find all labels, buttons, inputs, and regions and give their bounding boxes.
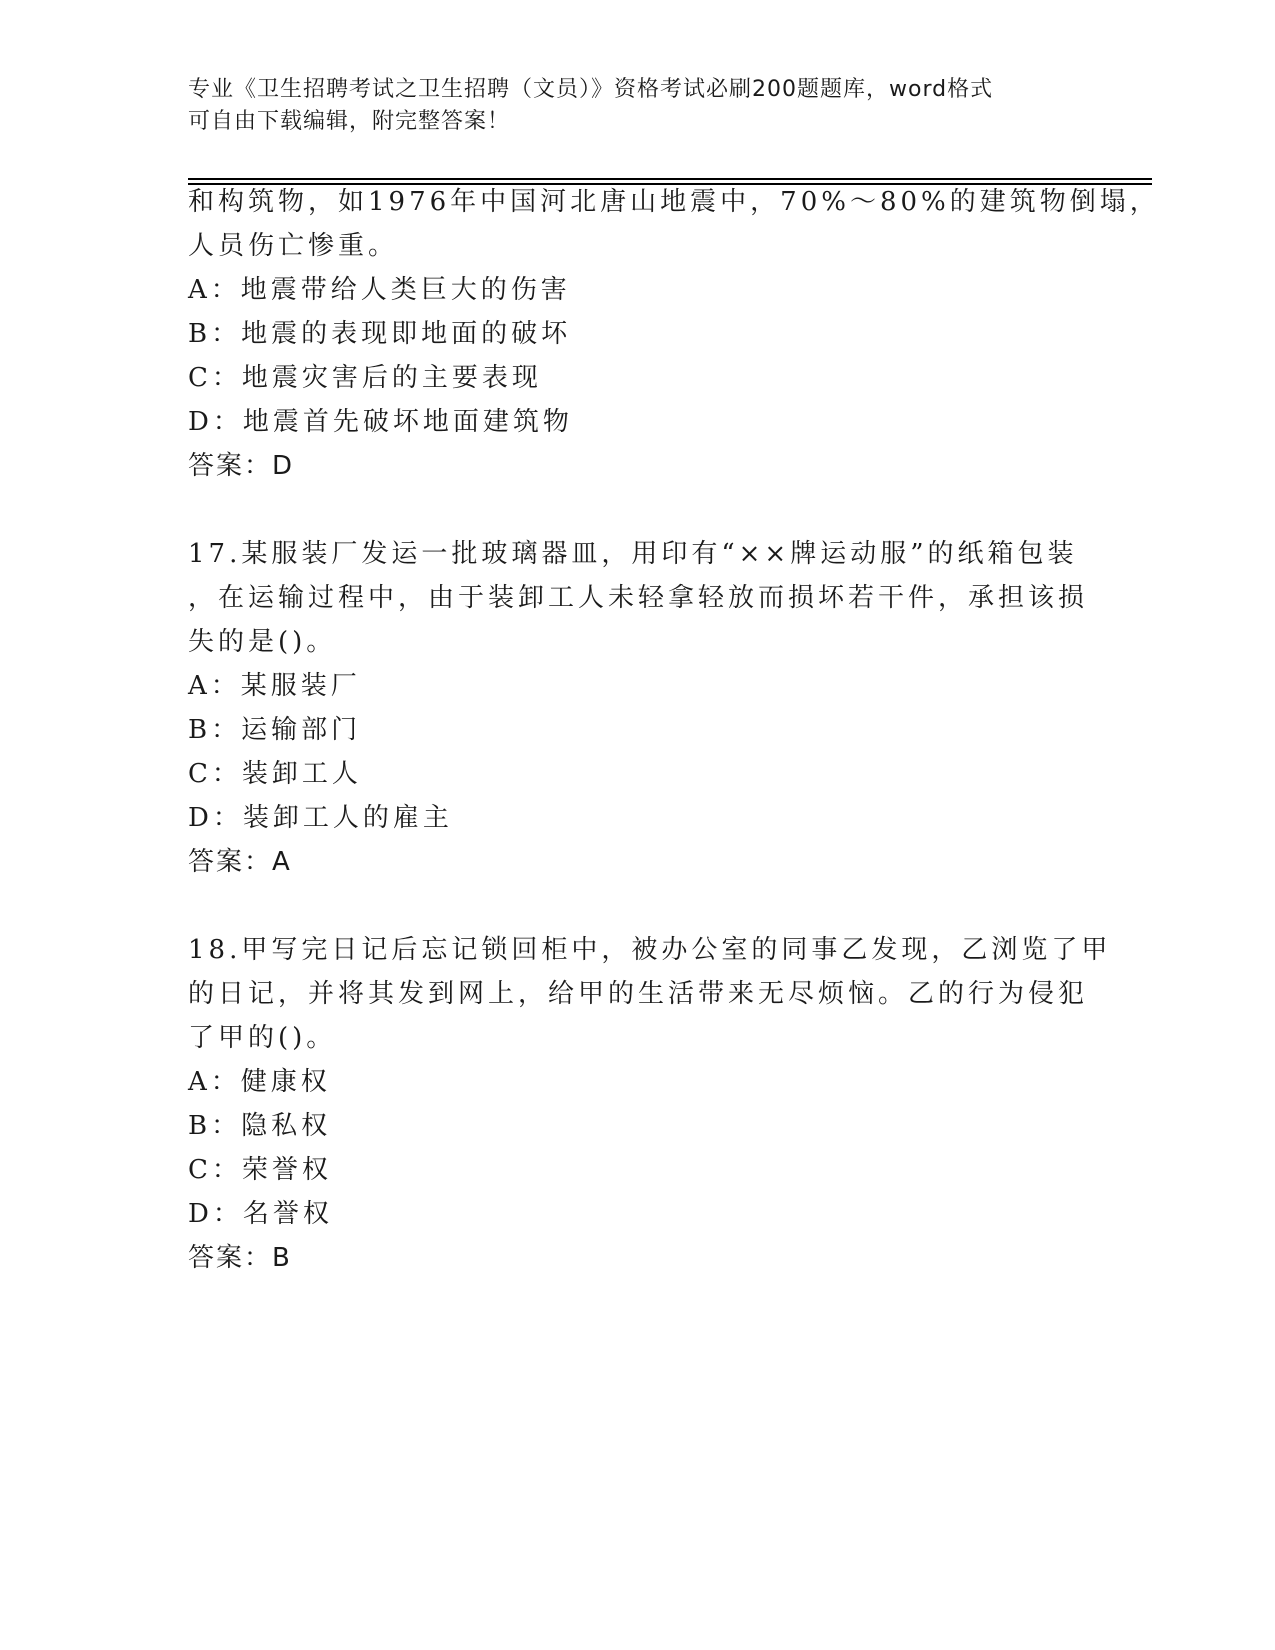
question-17-answer: 答案：A	[188, 847, 292, 877]
page-header	[188, 74, 1088, 138]
question-18-option-a: A：健康权	[188, 1067, 331, 1097]
question-16-option-a: A：地震带给人类巨大的伤害	[188, 275, 571, 305]
question-17-option-c: C：装卸工人	[188, 759, 362, 789]
question-16-text-line-1: 和构筑物，如1976年中国河北唐山地震中，70%～80%的建筑物倒塌，	[188, 187, 1160, 217]
header-divider-top	[188, 178, 1152, 180]
question-16-option-d: D：地震首先破坏地面建筑物	[188, 407, 573, 437]
question-18-option-d: D：名誉权	[188, 1199, 333, 1229]
question-18-text-line-3: 了甲的()。	[188, 1023, 337, 1053]
question-18-option-b: B：隐私权	[188, 1111, 332, 1141]
question-18-answer: 答案：B	[188, 1243, 292, 1273]
question-17-option-b: B：运输部门	[188, 715, 362, 745]
question-16-option-b: B：地震的表现即地面的破坏	[188, 319, 572, 349]
header-title-line-1: 专业《卫生招聘考试之卫生招聘（文员）》资格考试必刷200题题库，word格式	[188, 77, 994, 102]
question-17-option-a: A：某服装厂	[188, 671, 361, 701]
question-18-text-line-2: 的日记，并将其发到网上，给甲的生活带来无尽烦恼。乙的行为侵犯	[188, 979, 1089, 1009]
question-17-text-line-2: ，在运输过程中，由于装卸工人未轻拿轻放而损坏若干件，承担该损	[188, 583, 1089, 613]
question-18-text-line-1: 18.甲写完日记后忘记锁回柜中，被办公室的同事乙发现，乙浏览了甲	[188, 935, 1112, 965]
question-16-answer: 答案：D	[188, 451, 295, 481]
header-title-line-2: 可自由下载编辑，附完整答案！	[188, 109, 511, 134]
question-16-option-c: C：地震灾害后的主要表现	[188, 363, 542, 393]
question-17-text-line-1: 17.某服装厂发运一批玻璃器皿，用印有“××牌运动服”的纸箱包装	[188, 539, 1078, 569]
question-16-text-line-2: 人员伤亡惨重。	[188, 231, 399, 261]
question-18-option-c: C：荣誉权	[188, 1155, 332, 1185]
question-17-text-line-3: 失的是()。	[188, 627, 337, 657]
question-17-option-d: D：装卸工人的雇主	[188, 803, 453, 833]
